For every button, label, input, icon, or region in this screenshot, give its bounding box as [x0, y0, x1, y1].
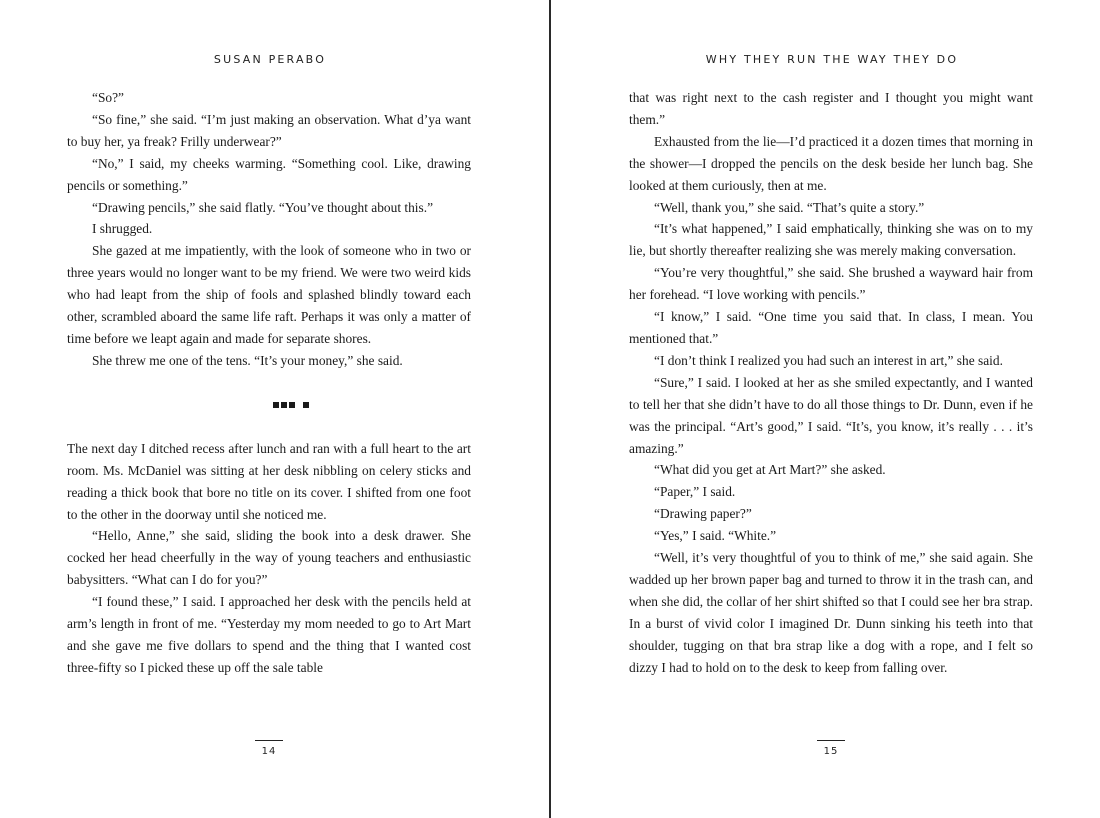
page-number: 15: [823, 746, 839, 757]
page-number: 14: [261, 746, 277, 757]
folio-rule: [255, 740, 283, 741]
ornament-square-icon: [303, 402, 309, 408]
ornament-bar-icon: [273, 402, 295, 408]
paragraph: She threw me one of the tens. “It’s your money,” she said.: [92, 352, 403, 368]
page-number-right: [811, 740, 851, 757]
paragraph: “I found these,” I said. I approached her desk with the pencils held at arm’s length in front of me. “Yesterday my mom needed to go to Art Mart and she gave me five dollars to spend and the thing that I wanted cost three-fifty so I picked these up off the sale table: [67, 594, 471, 675]
section-break-ornament: [111, 372, 471, 438]
paragraph: “What did you get at Art Mart?” she asked.: [654, 462, 886, 478]
paragraph: She gazed at me impatiently, with the look of someone who in two or three years would no longer want to be my friend. We were two weird kids who had leapt from the ship of fools and splashed blindly toward each other, scrambled aboard the same life raft. Perhaps it was only a matter of time before we leapt again and made for separate shores.: [67, 243, 471, 346]
paragraph: “You’re very thoughtful,” she said. She brushed a wayward hair from her forehead. “I love working with pencils.”: [629, 265, 1033, 303]
paragraph-continuation: that was right next to the cash register and I thought you might want them.”: [629, 90, 1033, 127]
page-number-left: [249, 740, 289, 757]
paragraph: “Hello, Anne,” she said, sliding the book into a desk drawer. She cocked her head cheerfully in the way of young teachers and enthusiastic babysitters. “What can I do for you?”: [67, 528, 471, 588]
paragraph: Exhausted from the lie—I’d practiced it a dozen times that morning in the shower—I dropped the pencils on the desk beside her lunch bag. She looked at them curiously, then at me.: [629, 133, 1033, 193]
right-page-body: [629, 87, 1033, 678]
running-head-author: SUSAN PERABO: [213, 53, 327, 66]
running-head-title: WHY THEY RUN THE WAY THEY DO: [705, 53, 959, 66]
right-page: [551, 0, 1100, 818]
paragraph: “Well, it’s very thoughtful of you to think of me,” she said again. She wadded up her brown paper bag and turned to throw it in the trash can, and when she did, the collar of her shirt shifted so that I could see her bra strap. In a burst of vivid color I imagined Dr. Dunn sinking his teeth into that shoulder, tugging on that bra strap like a dog with a rope, and I felt so dizzy I had to hold on to the desk to keep from falling over.: [629, 550, 1033, 675]
folio-rule: [817, 740, 845, 741]
left-page: [0, 0, 549, 818]
paragraph: “Drawing paper?”: [654, 506, 752, 522]
paragraph: “Drawing pencils,” she said flatly. “You’ve thought about this.”: [92, 199, 434, 215]
paragraph: “I don’t think I realized you had such an interest in art,” she said.: [654, 352, 1003, 368]
paragraph: “Paper,” I said.: [654, 484, 736, 500]
paragraph: The next day I ditched recess after lunch and ran with a full heart to the art room. Ms. McDaniel was sitting at her desk nibbling on celery sticks and reading a thick book that bore no title on its cover. I shifted from one foot to the other in the doorway until she noticed me.: [67, 440, 471, 522]
paragraph: “I know,” I said. “One time you said that. In class, I mean. You mentioned that.”: [629, 309, 1033, 346]
paragraph: “Well, thank you,” she said. “That’s quite a story.”: [654, 199, 925, 215]
paragraph: “So fine,” she said. “I’m just making an observation. What d’ya want to buy her, ya freak? Frilly underwear?”: [67, 111, 471, 149]
paragraph: “Yes,” I said. “White.”: [654, 528, 777, 544]
left-page-body: [67, 87, 471, 679]
paragraph: “No,” I said, my cheeks warming. “Something cool. Like, drawing pencils or something.”: [67, 155, 471, 193]
paragraph: “So?”: [92, 90, 124, 105]
paragraph: “It’s what happened,” I said emphatically, thinking she was on to my lie, but shortly thereafter realizing she was merely making conversation.: [629, 221, 1033, 259]
paragraph: I shrugged.: [92, 221, 153, 237]
paragraph: “Sure,” I said. I looked at her as she smiled expectantly, and I wanted to tell her that she didn’t have to do all those things to Dr. Dunn, even if he was the principal. “Art’s good,” I said. “It’s, you know, it’s really . . . it’s amazing.”: [629, 374, 1033, 456]
